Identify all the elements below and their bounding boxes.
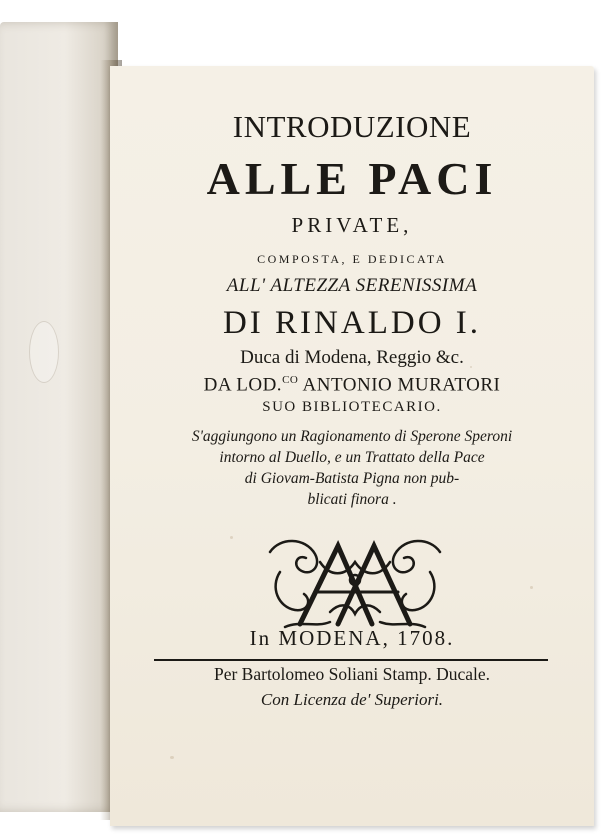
dedicatee-title: Duca di Modena, Reggio &c. bbox=[240, 347, 464, 368]
imprint-rule bbox=[154, 659, 548, 661]
ornament-monogram bbox=[260, 532, 450, 632]
paper-speck bbox=[170, 756, 174, 759]
author-sup: CO bbox=[282, 374, 299, 386]
author-role: SUO BIBLIOTECARIO. bbox=[262, 399, 442, 415]
imprint-place: In MODENA, 1708. bbox=[249, 626, 455, 650]
dedication-line: COMPOSTA, E DEDICATA bbox=[257, 252, 447, 266]
page-impression bbox=[30, 322, 58, 382]
author-line bbox=[110, 374, 594, 396]
note-line: S'aggiungono un Ragionamento di Sperone Speroni bbox=[191, 428, 513, 445]
dedicatee-line: ALL' ALTEZZA SERENISSIMA bbox=[226, 275, 478, 296]
title-line-3: PRIVATE, bbox=[291, 213, 413, 237]
note-line: blicati finora . bbox=[307, 491, 397, 508]
imprint-printer: Per Bartolomeo Soliani Stamp. Ducale. bbox=[213, 664, 491, 684]
note-line: di Giovam-Batista Pigna non pub- bbox=[244, 470, 460, 487]
imprint-license: Con Licenza de' Superiori. bbox=[260, 690, 444, 709]
author-name: ANTONIO MURATORI bbox=[298, 374, 501, 396]
note-line: intorno al Duello, e un Trattato della Pace bbox=[219, 449, 485, 466]
dedicatee-name: DI RINALDO I. bbox=[222, 305, 482, 341]
paper-speck bbox=[230, 536, 233, 539]
title-page bbox=[110, 66, 594, 826]
title-line-1: INTRODUZIONE bbox=[232, 109, 472, 144]
title-line-2: ALLE PACI bbox=[206, 153, 498, 204]
author-prefix: DA LOD. bbox=[203, 374, 283, 396]
paper-speck bbox=[530, 586, 533, 589]
